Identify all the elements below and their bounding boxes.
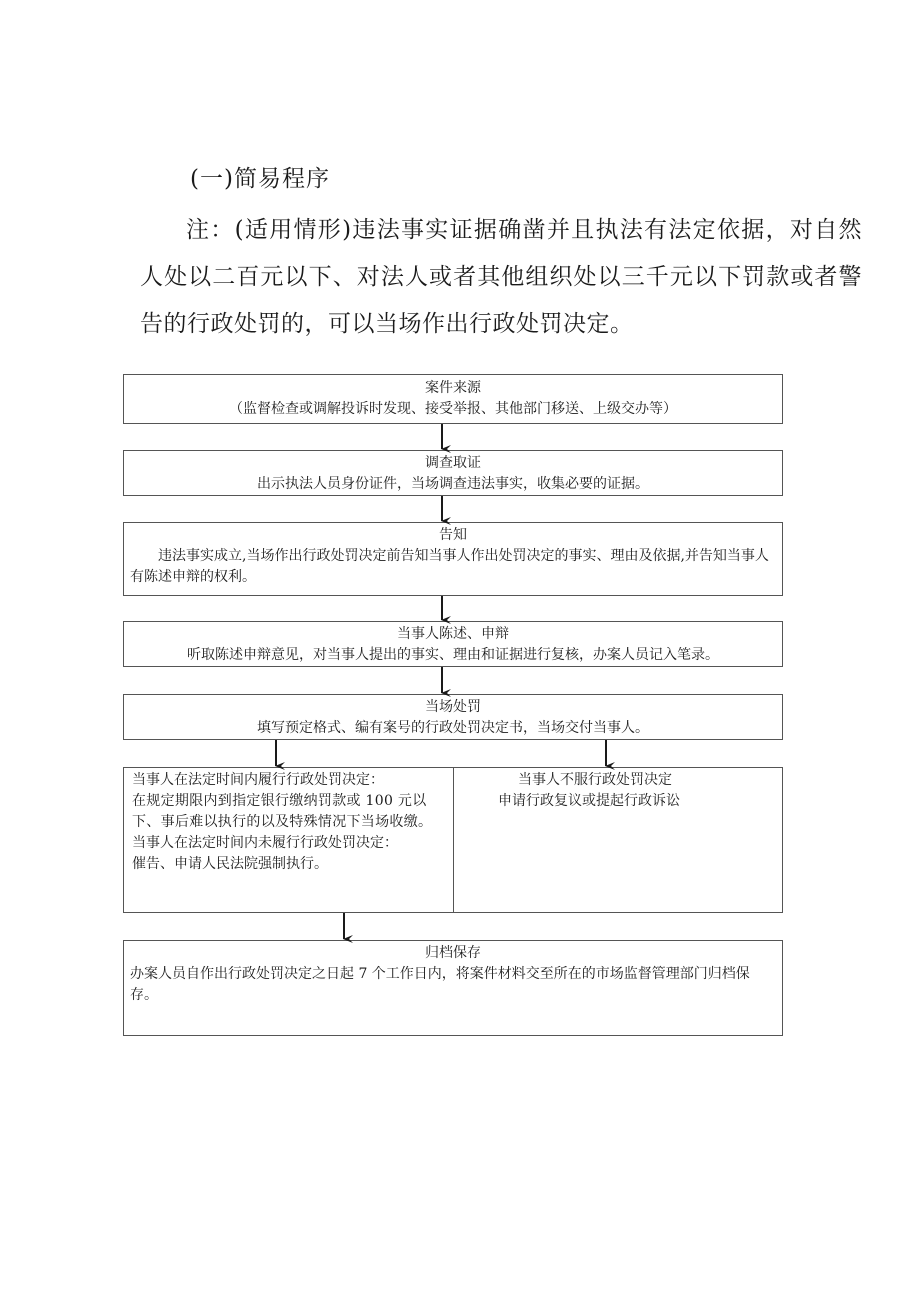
case-source-content: （监督检查或调解投诉时发现、接受举报、其他部门移送、上级交办等） xyxy=(229,401,677,417)
archive-title: 归档保存 xyxy=(425,945,481,961)
statement-box xyxy=(123,621,783,667)
onsite-penalty-box xyxy=(123,694,783,740)
onsite-penalty-title: 当场处罚 xyxy=(425,699,481,715)
case-source-title: 案件来源 xyxy=(425,380,481,396)
onsite-penalty-content: 填写预定格式、编有案号的行政处罚决定书，当场交付当事人。 xyxy=(257,720,649,736)
archive-content: 办案人员自作出行政处罚决定之日起 7 个工作日内，将案件材料交至所在的市场监督管理部门归档保存。 xyxy=(130,966,750,1003)
objection-content: 申请行政复议或提起行政诉讼 xyxy=(498,793,680,809)
objection-title: 当事人不服行政处罚决定 xyxy=(518,772,672,788)
compliance-line-4: 催告、申请人民法院强制执行。 xyxy=(132,856,328,872)
notification-title: 告知 xyxy=(439,527,467,543)
archive-box xyxy=(123,940,783,1036)
compliance-line-2: 在规定期限内到指定银行缴纳罚款或 100 元以下、事后难以执行的以及特殊情况下当场收缴。 xyxy=(132,793,433,830)
compliance-line-3: 当事人在法定时间内未履行行政处罚决定： xyxy=(132,835,398,851)
investigation-title: 调查取证 xyxy=(425,455,481,471)
section-heading: (一)简易程序 xyxy=(190,166,330,192)
statement-content: 听取陈述申辩意见，对当事人提出的事实、理由和证据进行复核，办案人员记入笔录。 xyxy=(187,647,719,663)
outcome-box xyxy=(123,767,783,913)
compliance-line-1: 当事人在法定时间内履行行政处罚决定： xyxy=(132,772,384,788)
investigation-content: 出示执法人员身份证件，当场调查违法事实，收集必要的证据。 xyxy=(257,476,649,492)
statement-title: 当事人陈述、申辩 xyxy=(397,626,509,642)
notification-content: 违法事实成立,当场作出行政处罚决定前告知当事人作出处罚决定的事实、理由及依据,并告知当事人有陈述申辩的权利。 xyxy=(130,548,769,585)
investigation-box xyxy=(123,450,783,496)
notification-box xyxy=(123,522,783,596)
case-source-box xyxy=(123,374,783,424)
objection-panel xyxy=(454,768,782,914)
applicability-note: 注：(适用情形)违法事实证据确凿并且执法有法定依据，对自然人处以二百元以下、对法人或者其他组织处以三千元以下罚款或者警告的行政处罚的，可以当场作出行政处罚决定。 xyxy=(140,217,862,337)
compliance-panel xyxy=(124,768,454,912)
